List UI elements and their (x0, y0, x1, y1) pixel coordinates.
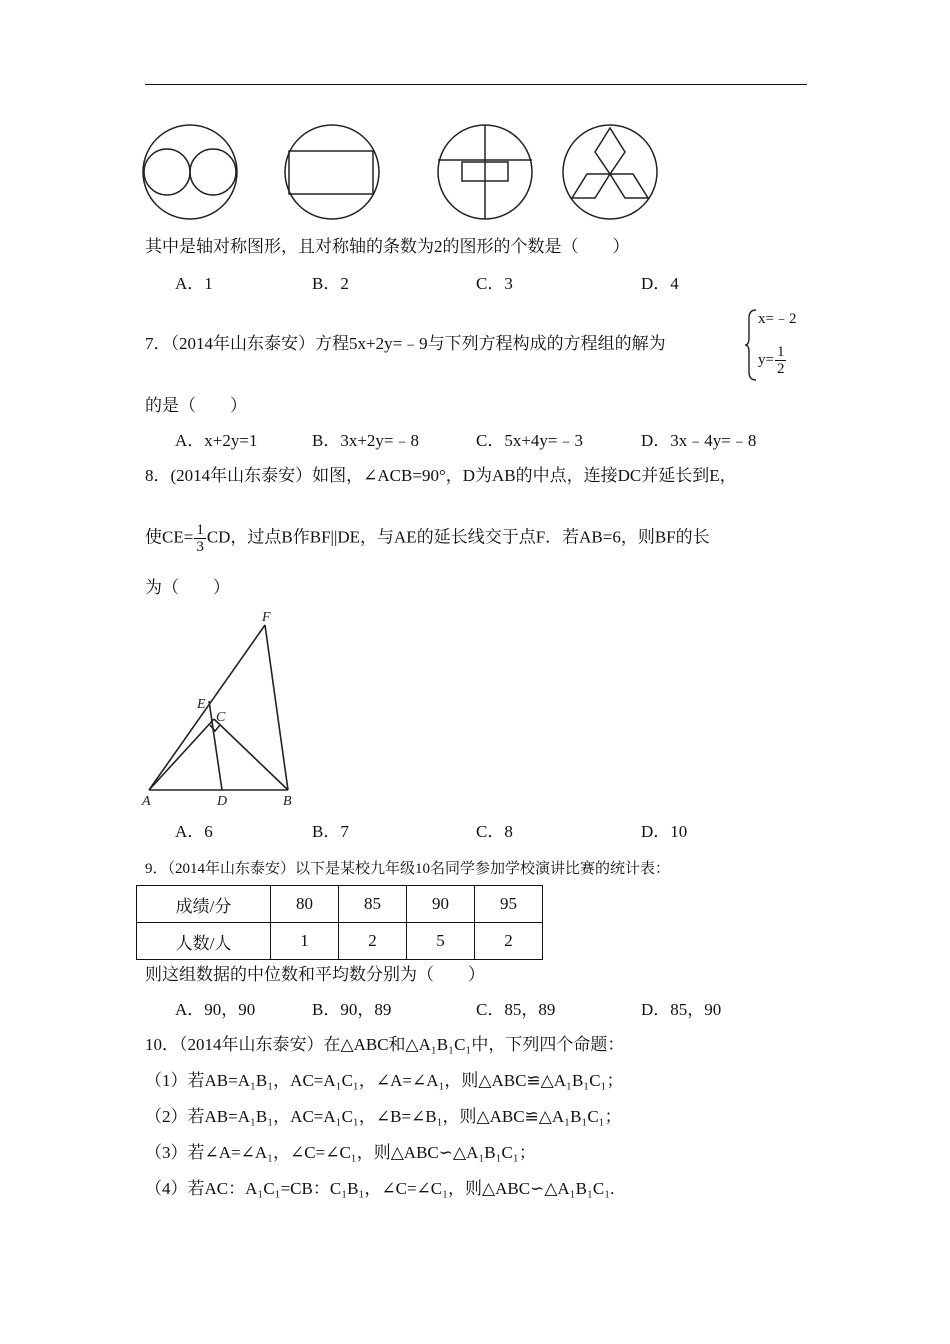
label-a: A (142, 794, 151, 809)
q8-triangle-diagram (140, 605, 310, 810)
table-cell: 人数/人 (137, 923, 271, 960)
q9-option-c: C．85，89 (476, 1000, 556, 1019)
q7-option-b: B．3x+2y=﹣8 (312, 431, 420, 450)
q6-figures (140, 122, 665, 222)
q7-frac-num: 1 (776, 344, 785, 360)
q8-line2-post: CD，过点B作BF||DE，与AE的延长线交于点F．若AB=6，则BF的长 (206, 527, 710, 547)
label-e: E (197, 697, 206, 712)
figure-circle-three-rhombi (563, 125, 657, 219)
label-f: F (262, 610, 271, 625)
q6-option-a: A．1 (175, 274, 213, 293)
table-cell: 成绩/分 (137, 886, 271, 923)
q8-option-c: C．8 (476, 822, 513, 841)
q6-option-b: B．2 (312, 274, 349, 293)
q9-stats-table (136, 885, 543, 960)
table-cell: 90 (407, 886, 475, 923)
q8-option-b: B．7 (312, 822, 349, 841)
q7-prompt: 7．（2014年山东泰安）方程5x+2y=﹣9与下列方程构成的方程组的解为 (145, 334, 666, 353)
q8-line2-pre: 使CE= (145, 527, 194, 547)
figure-circle-cross-rectangle (438, 125, 532, 219)
figure-circle-two-circles (143, 125, 237, 219)
q6-option-c: C．3 (476, 274, 513, 293)
table-cell: 2 (475, 923, 543, 960)
q7-solution-y-fraction (775, 344, 787, 377)
q8-line2 (145, 522, 710, 555)
q9-after: 则这组数据的中位数和平均数分别为（ ） (145, 965, 485, 984)
table-row (137, 923, 543, 960)
q10-item-3: （3）若∠A=∠A₁，∠C=∠C₁，则△ABC∽△A₁B₁C₁； (145, 1143, 536, 1162)
table-cell: 85 (339, 886, 407, 923)
header-rule (145, 84, 807, 85)
q7-option-d: D．3x﹣4y=﹣8 (641, 431, 757, 450)
label-c: C (216, 710, 226, 725)
q8-line3: 为（ ） (145, 578, 230, 597)
table-row (137, 886, 543, 923)
label-b: B (283, 794, 292, 809)
q10-prompt: 10．（2014年山东泰安）在△ABC和△A₁B₁C₁中，下列四个命题： (145, 1035, 625, 1054)
q9-option-d: D．85，90 (641, 1000, 722, 1019)
q8-fraction (194, 522, 206, 555)
table-cell: 80 (271, 886, 339, 923)
q7-option-c: C．5x+4y=﹣3 (476, 431, 584, 450)
q9-option-b: B．90，89 (312, 1000, 392, 1019)
label-d: D (217, 794, 228, 809)
q8-frac-num: 1 (196, 522, 204, 538)
figure-circle-rectangle (285, 125, 379, 219)
table-cell: 2 (339, 923, 407, 960)
q10-item-1: （1）若AB=A₁B₁，AC=A₁C₁，∠A=∠A₁，则△ABC≌△A₁B₁C₁； (145, 1071, 624, 1090)
q10-item-4: （4）若AC：A₁C₁=CB：C₁B₁，∠C=∠C₁，则△ABC∽△A₁B₁C₁. (145, 1179, 615, 1198)
q9-prompt: 9．（2014年山东泰安）以下是某校九年级10名同学参加学校演讲比赛的统计表： (145, 861, 671, 877)
q7-frac-den: 2 (776, 361, 785, 377)
q9-option-a: A．90，90 (175, 1000, 256, 1019)
q8-option-d: D．10 (641, 822, 688, 841)
q7-solution-x: x=﹣2 (758, 311, 797, 327)
q7-solution-y (758, 344, 787, 377)
table-cell: 5 (407, 923, 475, 960)
q7-brace (744, 308, 758, 382)
q8-line1: 8．(2014年山东泰安）如图，∠ACB=90°，D为AB的中点，连接DC并延长到E， (145, 466, 737, 485)
table-cell: 95 (475, 886, 543, 923)
q8-frac-den: 3 (196, 539, 204, 555)
q6-option-d: D．4 (641, 274, 679, 293)
q6-prompt: 其中是轴对称图形，且对称轴的条数为2的图形的个数是（ ） (145, 237, 630, 256)
q10-item-2: （2）若AB=A₁B₁，AC=A₁C₁，∠B=∠B₁，则△ABC≌△A₁B₁C₁； (145, 1107, 622, 1126)
q8-option-a: A．6 (175, 822, 213, 841)
q7-solution-y-prefix: y= (758, 351, 774, 368)
q7-tail: 的是（ ） (145, 396, 247, 415)
table-cell: 1 (271, 923, 339, 960)
q7-option-a: A．x+2y=1 (175, 431, 258, 450)
